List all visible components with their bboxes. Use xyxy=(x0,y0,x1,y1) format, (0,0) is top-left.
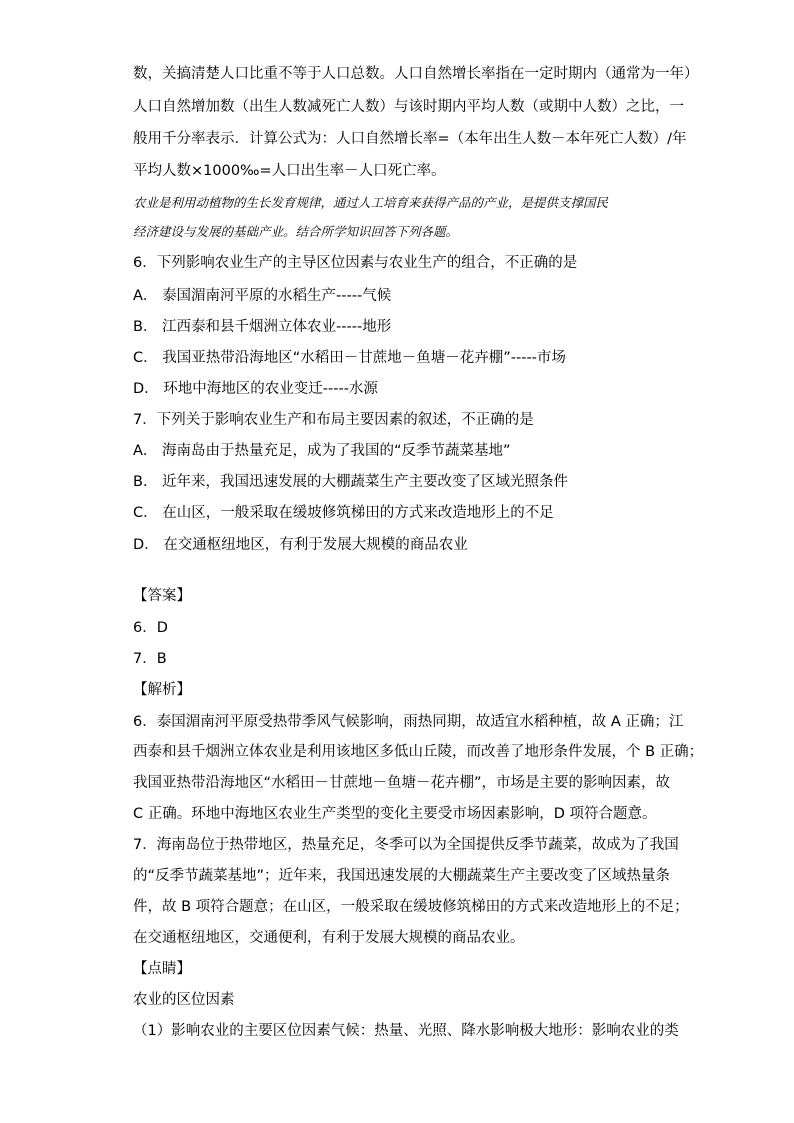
analysis-7-line-3: 件，故 B 项符合题意；在山区，一般采取在缓坡修筑梯田的方式来改造地形上的不足； xyxy=(133,899,689,915)
question-7-option-c: C． 在山区，一般采取在缓坡修筑梯田的方式来改造地形上的不足 xyxy=(133,505,554,521)
passage-line-2: 经济建设与发展的基础产业。结合所学知识回答下列各题。 xyxy=(133,224,459,239)
analysis-7-line-2: 的“反季节蔬菜基地”；近年来，我国迅速发展的大棚蔬菜生产主要改变了区域热量条 xyxy=(133,868,671,884)
answer-header: 【答案】 xyxy=(133,588,191,604)
analysis-6-line-4: C 正确。环地中海地区农业生产类型的变化主要受市场因素影响，D 项符合题意。 xyxy=(133,806,657,822)
intro-line-1: 数，关搞清楚人口比重不等于人口总数。人口自然增长率指在一定时期内（通常为一年） xyxy=(133,66,699,82)
intro-line-3: 般用千分率表示．计算公式为：人口自然增长率=（本年出生人数－本年死亡人数）/年 xyxy=(133,131,687,147)
question-7-option-d: D． 在交通枢纽地区，有利于发展大规模的商品农业 xyxy=(133,537,468,553)
analysis-7-line-1: 7．海南岛位于热带地区，热量充足，冬季可以为全国提供反季节蔬菜，故成为了我国 xyxy=(133,837,679,853)
question-7-stem: 7．下列关于影响农业生产和布局主要因素的叙述，不正确的是 xyxy=(133,412,534,428)
analysis-6-line-2: 西泰和县千烟洲立体农业是利用该地区多低山丘陵，而改善了地形条件发展，个 B 正确； xyxy=(133,744,704,760)
question-6-option-b: B． 江西泰和县千烟洲立体农业-----地形 xyxy=(133,319,392,335)
question-7-option-b: B． 近年来，我国迅速发展的大棚蔬菜生产主要改变了区域光照条件 xyxy=(133,474,569,490)
tips-header: 【点睛】 xyxy=(133,961,191,977)
tips-line-1: （1）影响农业的主要区位因素气候：热量、光照、降水影响极大地形：影响农业的类 xyxy=(133,1023,679,1039)
intro-line-2: 人口自然增加数（出生人数减死亡人数）与该时期内平均人数（或期中人数）之比，一 xyxy=(133,99,684,115)
answer-6: 6．D xyxy=(133,620,168,636)
analysis-6-line-3: 我国亚热带沿海地区“水稻田－甘蔗地－鱼塘－花卉棚”，市场是主要的影响因素，故 xyxy=(133,775,671,791)
question-6-option-a: A． 泰国湄南河平原的水稻生产-----气候 xyxy=(133,288,392,304)
question-6-stem: 6．下列影响农业生产的主导区位因素与农业生产的组合，不正确的是 xyxy=(133,255,578,271)
question-6-option-d: D． 环地中海地区的农业变迁-----水源 xyxy=(133,381,378,397)
intro-line-4: 平均人数×1000‰=人口出生率－人口死亡率。 xyxy=(133,163,446,179)
answer-7: 7．B xyxy=(133,651,167,667)
question-7-option-a: A． 海南岛由于热量充足，成为了我国的“反季节蔬菜基地” xyxy=(133,443,511,459)
analysis-7-line-4: 在交通枢纽地区，交通便利，有利于发展大规模的商品农业。 xyxy=(133,930,525,946)
analysis-header: 【解析】 xyxy=(133,682,191,698)
passage-line-1: 农业是利用动植物的生长发育规律，通过人工培育来获得产品的产业，是提供支撑国民 xyxy=(133,195,609,210)
question-6-option-c: C． 我国亚热带沿海地区“水稻田－甘蔗地－鱼塘－花卉棚”-----市场 xyxy=(133,350,566,366)
analysis-6-line-1: 6．泰国湄南河平原受热带季风气候影响，雨热同期，故适宜水稻种植，故 A 正确；江 xyxy=(133,714,684,730)
tips-title: 农业的区位因素 xyxy=(133,992,235,1008)
